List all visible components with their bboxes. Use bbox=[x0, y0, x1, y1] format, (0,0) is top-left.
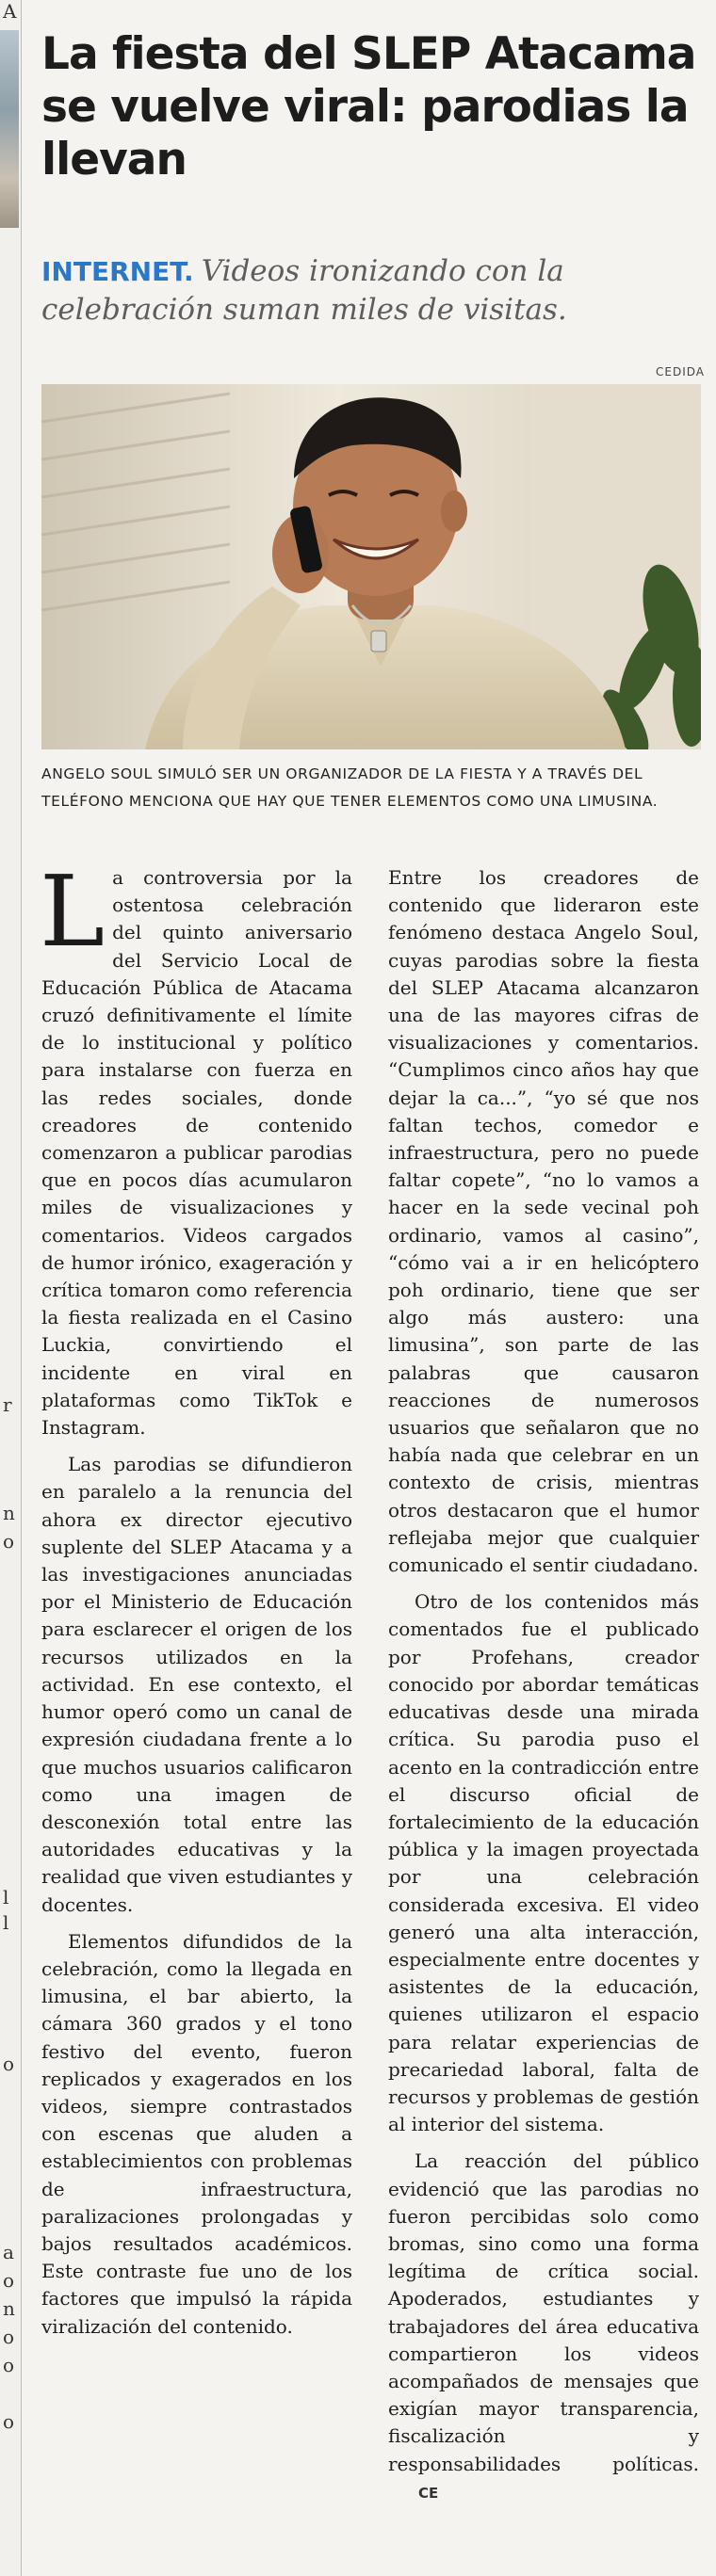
adjacent-char: o bbox=[3, 2053, 15, 2075]
adjacent-char: r bbox=[3, 1393, 12, 1416]
adjacent-char: o bbox=[3, 2326, 15, 2348]
adjacent-char: n bbox=[3, 2297, 15, 2320]
adjacent-page-strip bbox=[0, 0, 22, 2576]
body-paragraph: Otro de los contenidos más comentados fue el publicado por Profehans, creador conocido por abordar temáticas educativas desde una mirada crítica. Su parodia puso el acento en la contradicción entre el discurso oficial de fortalecimiento de la educación pública y la imagen proyectada por una celebración considerada excesiva. El video generó una alta interacción, especialmente entre docentes y asistentes de la educación, quienes utilizaron el espacio para relatar experiencias de precariedad laboral, falta de recursos y problemas de gestión al interior del sistema. bbox=[388, 1590, 699, 2136]
body-paragraph bbox=[40, 854, 352, 1441]
adjacent-char: o bbox=[3, 2269, 15, 2292]
photo-credit: CEDIDA bbox=[656, 365, 705, 378]
adjacent-char: o bbox=[3, 2354, 15, 2376]
body-paragraph bbox=[388, 2148, 699, 2507]
article-body-column-1 bbox=[40, 854, 352, 2350]
article-photo bbox=[41, 384, 701, 749]
subtitle-text: Videos ironizando con la celebración suman miles de visitas. bbox=[41, 254, 567, 327]
photo-caption: ANGELO SOUL SIMULÓ SER UN ORGANIZADOR DE LA FIESTA Y A TRAVÉS DEL TELÉFONO MENCIONA QUE HAY QUE TENER ELEMENTOS COMO UNA LIMUSINA. bbox=[41, 765, 659, 810]
adjacent-char: a bbox=[3, 2241, 14, 2263]
end-mark: CE bbox=[418, 2484, 439, 2502]
adjacent-char: A bbox=[3, 0, 17, 23]
paragraph-text: La reacción del público evidenció que las parodias no fueron percibidas solo como bromas, sino como una forma legítima de crítica social. Apoderados, estudiantes y trabajadores del área educativa compartieron los videos acompañados de mensajes que exigían mayor transparencia, fiscalización y responsabilidades políticas. bbox=[388, 2149, 699, 2475]
paragraph-text: a controversia por la ostentosa celebración del quinto aniversario del Servicio Local de Educación Pública de Atacama cruzó definitivamente el límite de lo institucional y político para instalarse con fuerza en las redes sociales, donde creadores de contenido comenzaron a publicar parodias que en pocos días acumularon miles de visualizaciones y comentarios. Videos cargados de humor irónico, exageración y crítica tomaron como referencia la fiesta realizada en el Casino Luckia, convirtiendo el incidente en viral en plataformas como TikTok e Instagram. bbox=[41, 866, 352, 1440]
adjacent-char: o bbox=[3, 1530, 15, 1553]
dropcap: L bbox=[40, 854, 106, 969]
adjacent-char: o bbox=[3, 2410, 15, 2433]
adjacent-char: l bbox=[3, 1911, 9, 1934]
body-paragraph: Elementos difundidos de la celebración, como la llegada en limusina, el bar abierto, la cámara 360 grados y el tono festivo del evento, fueron replicados y exagerados en los videos, siempre contrastados con escenas que aluden a establecimientos con problemas de infraestructura, paralizaciones prolongadas y bajos resultados académicos. Este contraste fue uno de los factores que impulsó la rápida viralización del contenido. bbox=[41, 1929, 352, 2338]
man-on-phone-illustration bbox=[41, 384, 701, 749]
body-paragraph: Las parodias se difundieron en paralelo a la renuncia del ahora ex director ejecutivo suplente del SLEP Atacama y a las investigaciones anunciadas por el Ministerio de Educación para esclarecer el origen de los recursos utilizados en la actividad. En ese contexto, el humor operó como un canal de expresión ciudadana frente a lo que muchos usuarios calificaron como una imagen de desconexión total entre las autoridades educativas y la realidad que viven estudiantes y docentes. bbox=[41, 1453, 352, 1916]
adjacent-page-photo bbox=[0, 30, 19, 228]
subtitle bbox=[41, 252, 701, 329]
kicker: INTERNET. bbox=[41, 256, 194, 287]
article-body-column-2 bbox=[388, 864, 699, 2517]
headline: La fiesta del SLEP Atacama se vuelve viral: parodias la llevan bbox=[41, 28, 696, 185]
body-paragraph: Entre los creadores de contenido que lideraron este fenómeno destaca Angelo Soul, cuyas parodias sobre la fiesta del SLEP Atacama alcanzaron una de las mayores cifras de visualizaciones y comentarios. “Cumplimos cinco años hay que dejar la ca...”, “yo sé que nos faltan techos, comedor e infraestructura, pero no puede faltar copete”, “no lo vamos a hacer en la sede vecinal poh ordinario, vamos al casino”, “cómo vai a ir en helicóptero poh ordinario, tiene que ser algo más austero: una limusina”, son parte de las palabras que causaron reacciones de numerosos usuarios que señalaron que no había nada que celebrar en un contexto de crisis, mientras otros destacaron que el humor reflejaba mejor que cualquier comunicado el sentir ciudadano. bbox=[388, 866, 699, 1577]
adjacent-char: l bbox=[3, 1886, 9, 1908]
adjacent-char: n bbox=[3, 1502, 15, 1524]
